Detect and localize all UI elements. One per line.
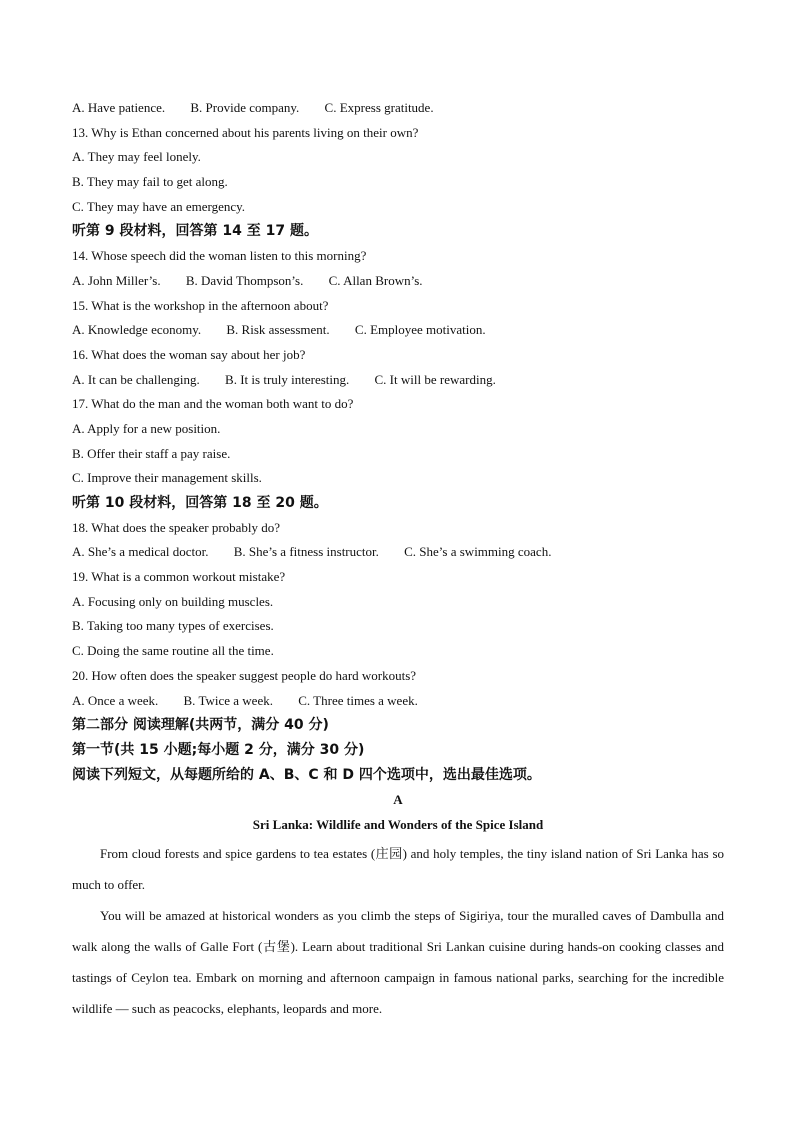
option-a: A. Have patience. [72, 100, 166, 115]
q19-option-c: C. Doing the same routine all the time. [72, 643, 274, 659]
option-b: B. David Thompson’s. [185, 272, 304, 288]
q18-options [72, 540, 724, 565]
option-a: A. She’s a medical doctor. [72, 544, 209, 560]
reading-instruction: 阅读下列短文，从每题所给的 A、B、C 和 D 四个选项中，选出最佳选项。 [72, 766, 541, 783]
q13-option-b: B. They may fail to get along. [72, 174, 228, 190]
option-c: C. Express gratitude. [324, 100, 434, 115]
q19-option-b: B. Taking too many types of exercises. [72, 618, 274, 634]
option-c: C. Employee motivation. [354, 322, 486, 338]
q17-option-c: C. Improve their management skills. [72, 470, 262, 486]
q14-options [72, 269, 724, 294]
option-b: B. Provide company. [190, 100, 300, 115]
option-b: B. She’s a fitness instructor. [233, 544, 379, 560]
option-a: A. It can be challenging. [72, 371, 200, 387]
option-a: A. Once a week. [72, 692, 159, 708]
option-c: C. It will be rewarding. [374, 371, 496, 387]
q20-question: 20. How often does the speaker suggest people do hard workouts? [72, 667, 417, 683]
reading-section-header: 第一节(共 15 小题;每小题 2 分，满分 30 分) [72, 741, 365, 758]
q13-option-c: C. They may have an emergency. [72, 198, 246, 214]
option-c: C. Three times a week. [298, 692, 418, 708]
option-a: A. Knowledge economy. [72, 322, 202, 338]
q15-options [72, 318, 724, 343]
q14-question: 14. Whose speech did the woman listen to this morning? [72, 248, 367, 264]
q12-options [72, 96, 724, 121]
q15-question: 15. What is the workshop in the afternoon about? [72, 297, 329, 313]
passage-paragraph-2: You will be amazed at historical wonders as you climb the steps of Sigiriya, tour the muralled caves of Dambulla and walk along the walls of Galle Fort (古堡). Learn about traditional Sri Lankan cuisine during hands-on cooking classes and tastings of Ceylon tea. Embark on morning and afternoon campaign in famous national parks, searching for the incredible wildlife — such as peacocks, elephants, leopards and more. [72, 908, 724, 1017]
option-a: A. John Miller’s. [72, 272, 161, 288]
q19-question: 19. What is a common workout mistake? [72, 569, 286, 585]
q19-option-a: A. Focusing only on building muscles. [72, 593, 274, 609]
section10-header: 听第 10 段材料，回答第 18 至 20 题。 [72, 495, 328, 511]
q17-question: 17. What do the man and the woman both want to do? [72, 396, 354, 412]
passage-letter: A [393, 792, 403, 808]
exam-page [72, 96, 724, 1024]
option-b: B. Risk assessment. [226, 322, 330, 338]
option-b: B. It is truly interesting. [225, 371, 350, 387]
q20-options [72, 689, 724, 714]
section9-header: 听第 9 段材料，回答第 14 至 17 题。 [72, 223, 318, 240]
q13-question: 13. Why is Ethan concerned about his parents living on their own? [72, 124, 419, 140]
q17-option-a: A. Apply for a new position. [72, 420, 221, 436]
reading-part-header: 第二部分 阅读理解(共两节，满分 40 分) [72, 717, 329, 734]
q16-options [72, 368, 724, 393]
option-c: C. Allan Brown’s. [328, 272, 423, 288]
passage-title: Sri Lanka: Wildlife and Wonders of the Spice Island [252, 817, 544, 833]
option-b: B. Twice a week. [183, 692, 273, 708]
option-c: C. She’s a swimming coach. [404, 544, 552, 560]
q13-option-a: A. They may feel lonely. [72, 149, 201, 165]
q16-question: 16. What does the woman say about her job? [72, 346, 306, 362]
passage-paragraph-1: From cloud forests and spice gardens to tea estates (庄园) and holy temples, the tiny island nation of Sri Lanka has so much to offer. [72, 846, 724, 893]
q18-question: 18. What does the speaker probably do? [72, 519, 281, 535]
q17-option-b: B. Offer their staff a pay raise. [72, 445, 231, 461]
